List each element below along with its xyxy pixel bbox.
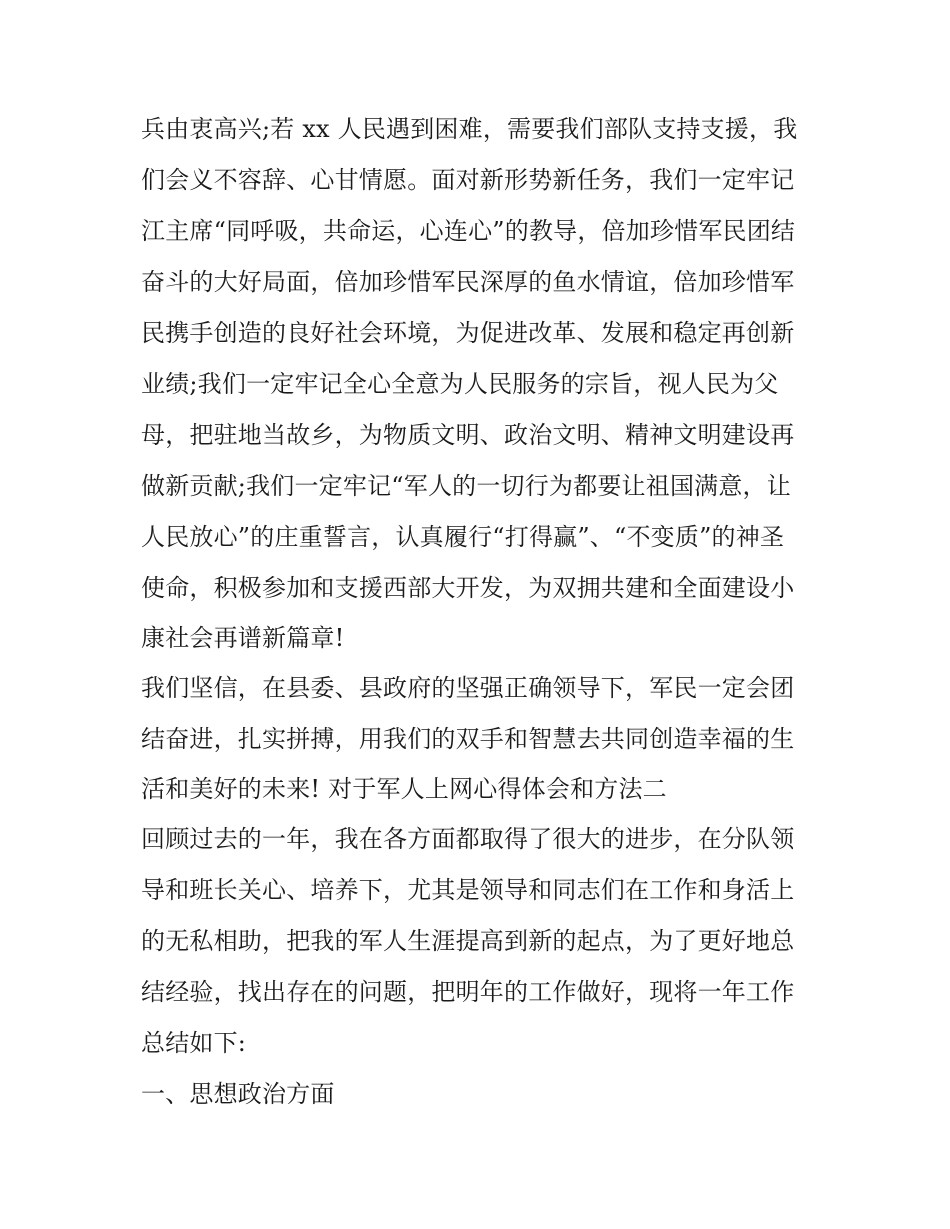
text-line-7: 母，把驻地当故乡，为物质文明、政治文明、精神文明建设再 xyxy=(141,421,795,449)
text-line-14: 活和美好的未来! 对于军人上网心得体会和方法二 xyxy=(141,775,667,803)
text-line-16: 导和班长关心、培养下，尤其是领导和同志们在工作和身活上 xyxy=(141,876,795,904)
section-heading: 一、思想政治方面 xyxy=(141,1080,335,1108)
text-line-2: 们会义不容辞、心甘情愿。面对新形势新任务，我们一定牢记 xyxy=(141,166,795,194)
text-line-15: 回顾过去的一年，我在各方面都取得了很大的进步，在分队领 xyxy=(141,825,795,853)
text-line-3: 江主席“同呼吸，共命运，心连心”的教导，倍加珍惜军民团结 xyxy=(141,217,796,245)
text-line-6: 业绩;我们一定牢记全心全意为人民服务的宗旨，视人民为父 xyxy=(141,370,779,398)
text-line-17: 的无私相助，把我的军人生涯提高到新的起点，为了更好地总 xyxy=(141,927,795,955)
text-line-1: 兵由衷高兴;若 xx 人民遇到困难，需要我们部队支持支援，我 xyxy=(141,115,798,143)
text-line-5: 民携手创造的良好社会环境，为促进改革、发展和稳定再创新 xyxy=(141,319,795,347)
text-line-11: 康社会再谱新篇章! xyxy=(141,624,345,652)
text-line-12: 我们坚信，在县委、县政府的坚强正确领导下，军民一定会团 xyxy=(141,674,795,702)
text-line-18: 结经验，找出存在的问题，把明年的工作做好，现将一年工作 xyxy=(141,978,795,1006)
text-line-8: 做新贡献;我们一定牢记“军人的一切行为都要让祖国满意，让 xyxy=(141,472,791,500)
text-line-4: 奋斗的大好局面，倍加珍惜军民深厚的鱼水情谊，倍加珍惜军 xyxy=(141,268,795,296)
text-line-13: 结奋进，扎实拼搏，用我们的双手和智慧去共同创造幸福的生 xyxy=(141,725,795,753)
text-line-9: 人民放心”的庄重誓言，认真履行“打得赢”、“不变质”的神圣 xyxy=(141,523,785,551)
text-line-10: 使命，积极参加和支援西部大开发，为双拥共建和全面建设小 xyxy=(141,574,795,602)
text-line-19: 总结如下: xyxy=(141,1029,247,1057)
